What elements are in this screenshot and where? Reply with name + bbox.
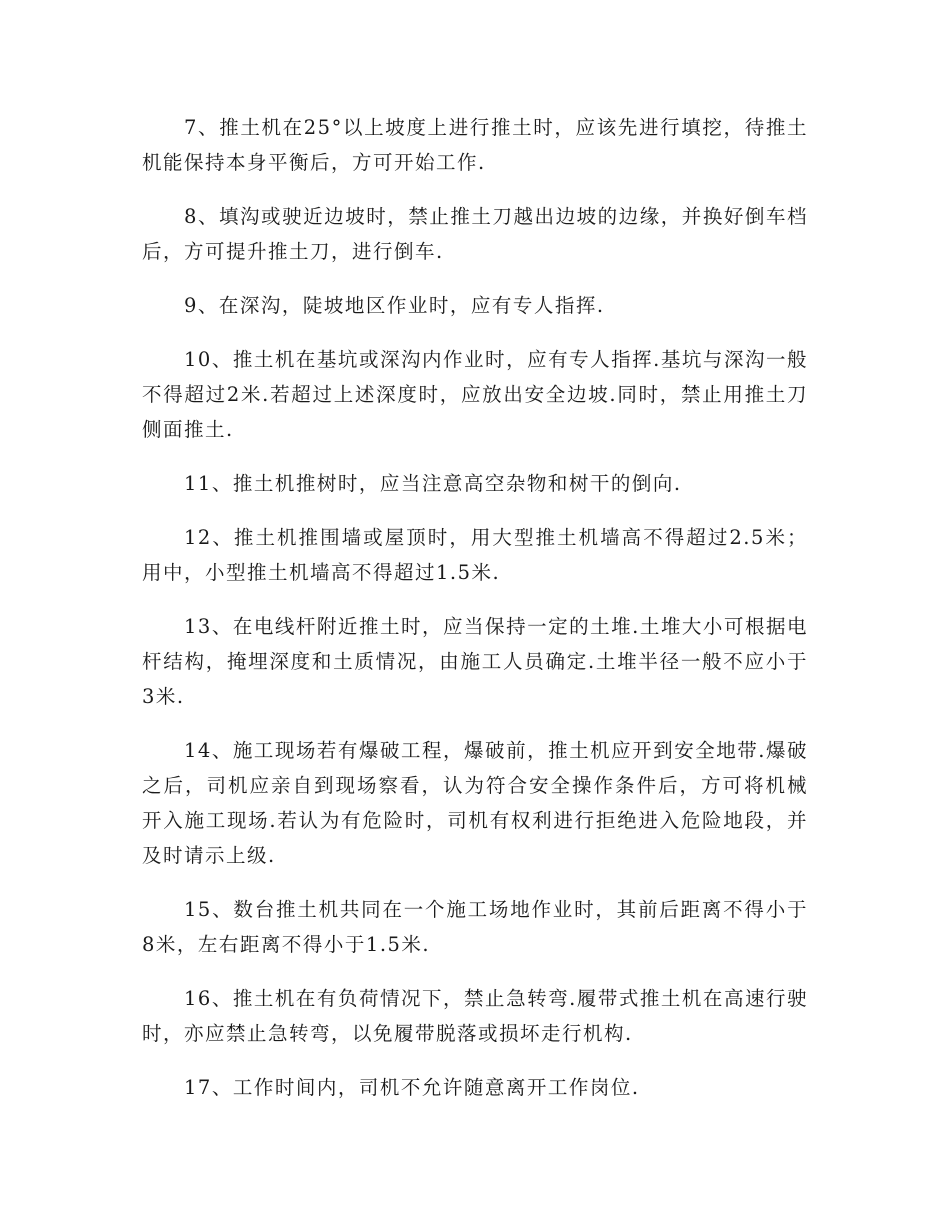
paragraph-item-11: 11、推土机推树时，应当注意高空杂物和树干的倒向. bbox=[184, 472, 682, 495]
document-body bbox=[142, 110, 808, 1124]
paragraph-item-15: 15、数台推土机共同在一个施工场地作业时，其前后距离不得小于8米，左右距离不得小于1.5米. bbox=[142, 898, 808, 956]
paragraph-item-12: 12、推土机推围墙或屋顶时，用大型推土机墙高不得超过2.5米；用中，小型推土机墙高不得超过1.5米. bbox=[142, 526, 808, 584]
paragraph-item-16: 16、推土机在有负荷情况下，禁止急转弯.履带式推土机在高速行驶时，亦应禁止急转弯，以免履带脱落或损坏走行机构. bbox=[142, 987, 808, 1045]
paragraph-item-8: 8、填沟或驶近边坡时，禁止推土刀越出边坡的边缘，并换好倒车档后，方可提升推土刀，进行倒车. bbox=[142, 205, 808, 263]
paragraph-item-14: 14、施工现场若有爆破工程，爆破前，推土机应开到安全地带.爆破之后，司机应亲自到现场察看，认为符合安全操作条件后，方可将机械开入施工现场.若认为有危险时，司机有权利进行拒绝进入危险地段，并及时请示上级. bbox=[142, 739, 808, 867]
paragraph-item-9: 9、在深沟，陡坡地区作业时，应有专人指挥. bbox=[184, 294, 605, 317]
paragraph-item-10: 10、推土机在基坑或深沟内作业时，应有专人指挥.基坑与深沟一般不得超过2米.若超过上述深度时，应放出安全边坡.同时，禁止用推土刀侧面推土. bbox=[142, 348, 808, 441]
paragraph-item-17: 17、工作时间内，司机不允许随意离开工作岗位. bbox=[184, 1076, 640, 1099]
paragraph-item-13: 13、在电线杆附近推土时，应当保持一定的土堆.土堆大小可根据电杆结构，掩埋深度和土质情况，由施工人员确定.土堆半径一般不应小于3米. bbox=[142, 615, 808, 708]
paragraph-item-7: 7、推土机在25°以上坡度上进行推土时，应该先进行填挖，待推土机能保持本身平衡后，方可开始工作. bbox=[142, 116, 808, 174]
